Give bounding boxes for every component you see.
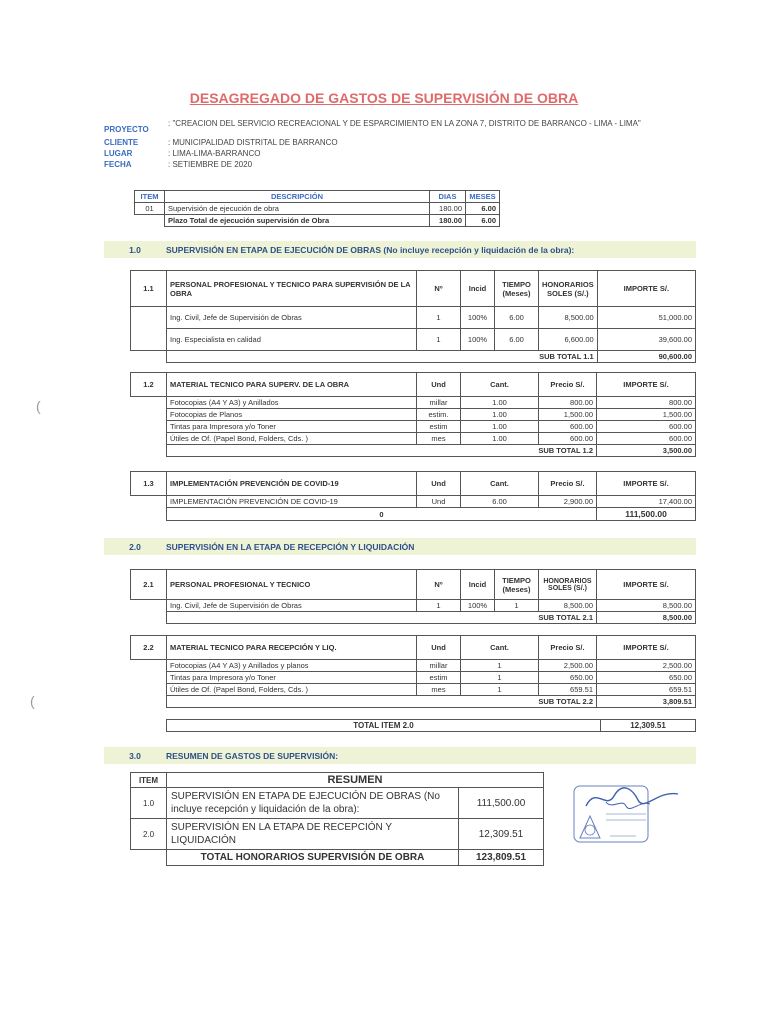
table-row bbox=[131, 672, 696, 684]
subtotal-row bbox=[131, 612, 696, 624]
col-und: Und bbox=[417, 472, 461, 496]
scan-edge-mark: ( bbox=[30, 693, 35, 709]
table-row bbox=[131, 397, 696, 409]
cell: millar bbox=[417, 660, 461, 672]
table-row bbox=[131, 307, 696, 329]
subtotal-value: 111,500.00 bbox=[597, 508, 696, 521]
col-precio: Precio S/. bbox=[539, 636, 597, 660]
cell: 1 bbox=[461, 660, 539, 672]
proyecto-value: : "CREACION DEL SERVICIO RECREACIONAL Y DE ESPARCIMIENTO EN LA ZONA 7, DISTRITO DE BARRANCO - LIMA - LIMA" bbox=[168, 119, 641, 128]
col-tiempo: TIEMPO (Meses) bbox=[495, 271, 539, 307]
table-row bbox=[131, 329, 696, 351]
scan-edge-mark: ( bbox=[36, 398, 41, 414]
table-2-2 bbox=[130, 635, 696, 708]
cell: Fotocopias de Planos bbox=[167, 409, 417, 421]
cell: 600.00 bbox=[597, 433, 696, 445]
table-1-1 bbox=[130, 270, 696, 363]
subtotal-label: SUB TOTAL 1.1 bbox=[167, 351, 598, 363]
cell: 2,500.00 bbox=[539, 660, 597, 672]
subtotal-row bbox=[131, 696, 696, 708]
cell: Ing. Civil, Jefe de Supervisión de Obras bbox=[167, 600, 417, 612]
cell: 6.00 bbox=[495, 307, 539, 329]
table-row bbox=[131, 409, 696, 421]
cell: 2,900.00 bbox=[539, 496, 597, 508]
cell: 111,500.00 bbox=[459, 788, 544, 819]
col-honorarios: HONORARIOS SOLES (S/.) bbox=[539, 570, 597, 600]
subsection-title: MATERIAL TECNICO PARA RECEPCIÓN Y LIQ. bbox=[167, 636, 417, 660]
subtotal-label: SUB TOTAL 2.2 bbox=[167, 696, 597, 708]
signature-stamp bbox=[566, 780, 688, 850]
cell: 8,500.00 bbox=[539, 600, 597, 612]
cell: 1.00 bbox=[461, 433, 539, 445]
document-title: DESAGREGADO DE GASTOS DE SUPERVISIÓN DE OBRA bbox=[189, 90, 579, 106]
subtotal-value: 3,809.51 bbox=[597, 696, 696, 708]
table-1-2 bbox=[130, 372, 696, 457]
table-row bbox=[131, 819, 544, 850]
cell: mes bbox=[417, 433, 461, 445]
cell: 100% bbox=[461, 600, 495, 612]
table-1-3 bbox=[130, 471, 696, 521]
cell: 1.0 bbox=[131, 788, 167, 819]
cell: 1 bbox=[495, 600, 539, 612]
col-und: Und bbox=[417, 373, 461, 397]
subtotal-label: SUB TOTAL 2.1 bbox=[167, 612, 597, 624]
cell: 51,000.00 bbox=[597, 307, 695, 329]
plazo-table bbox=[134, 190, 500, 227]
cell: Supervisión de ejecución de obra bbox=[165, 203, 430, 215]
cell: 6.00 bbox=[466, 203, 500, 215]
cell: 600.00 bbox=[539, 433, 597, 445]
cell: 659.51 bbox=[597, 684, 696, 696]
col-und: Und bbox=[417, 636, 461, 660]
total-honorarios-label: TOTAL HONORARIOS SUPERVISIÓN DE OBRA bbox=[167, 850, 459, 866]
subtotal-value: 3,500.00 bbox=[597, 445, 696, 457]
project-meta bbox=[104, 118, 704, 170]
col-importe: IMPORTE S/. bbox=[597, 373, 696, 397]
cell: 1 bbox=[417, 600, 461, 612]
section-title: SUPERVISIÓN EN ETAPA DE EJECUCIÓN DE OBRAS (No incluye recepción y liquidación de la obra): bbox=[166, 244, 575, 255]
table-row bbox=[135, 203, 500, 215]
col-honorarios: HONORARIOS SOLES (S/.) bbox=[539, 271, 598, 307]
col-descripcion: DESCRIPCIÓN bbox=[165, 191, 430, 203]
subtotal-row bbox=[131, 445, 696, 457]
col-no: Nº bbox=[417, 271, 461, 307]
cell: 1.00 bbox=[461, 421, 539, 433]
cell: 650.00 bbox=[539, 672, 597, 684]
lugar-value: : LIMA-LIMA-BARRANCO bbox=[168, 149, 261, 158]
table-row bbox=[131, 788, 544, 819]
table-row bbox=[131, 421, 696, 433]
cell: estim bbox=[417, 421, 461, 433]
cell: Tintas para Impresora y/o Toner bbox=[167, 672, 417, 684]
subtotal-value: 90,600.00 bbox=[597, 351, 695, 363]
cell: 6.00 bbox=[466, 215, 500, 227]
cell: 8,500.00 bbox=[539, 307, 598, 329]
cliente-value: : MUNICIPALIDAD DISTRITAL DE BARRANCO bbox=[168, 138, 338, 147]
cell: 800.00 bbox=[597, 397, 696, 409]
subsection-title: MATERIAL TECNICO PARA SUPERV. DE LA OBRA bbox=[167, 373, 417, 397]
cell: 1.00 bbox=[461, 409, 539, 421]
cell: 1.00 bbox=[461, 397, 539, 409]
col-cant: Cant. bbox=[461, 636, 539, 660]
subtotal-label: 0 bbox=[167, 508, 597, 521]
cell: Ing. Civil, Jefe de Supervisión de Obras bbox=[167, 307, 417, 329]
cell: 600.00 bbox=[597, 421, 696, 433]
table-row bbox=[131, 496, 696, 508]
table-row bbox=[131, 600, 696, 612]
cell: mes bbox=[417, 684, 461, 696]
resumen-table bbox=[130, 772, 544, 866]
table-2-1 bbox=[130, 569, 696, 624]
total-row bbox=[131, 850, 544, 866]
subsection-title: PERSONAL PROFESIONAL Y TECNICO bbox=[167, 570, 417, 600]
cell: Ing. Especialista en calidad bbox=[167, 329, 417, 351]
lugar-label: LUGAR bbox=[104, 149, 133, 158]
fecha-label: FECHA bbox=[104, 160, 132, 169]
cell: 8,500.00 bbox=[597, 600, 696, 612]
col-incid: Incid bbox=[461, 271, 495, 307]
subsection-number: 1.3 bbox=[131, 472, 167, 496]
cell: 1 bbox=[461, 684, 539, 696]
cell: Fotocopias (A4 Y A3) y Anillados y planos bbox=[167, 660, 417, 672]
col-precio: Precio S/. bbox=[539, 472, 597, 496]
col-no: Nº bbox=[417, 570, 461, 600]
total-item-2-table bbox=[166, 719, 696, 732]
col-cant: Cant. bbox=[461, 373, 539, 397]
cliente-label: CLIENTE bbox=[104, 138, 139, 147]
cell: 1,500.00 bbox=[539, 409, 597, 421]
cell: 17,400.00 bbox=[597, 496, 696, 508]
col-importe: IMPORTE S/. bbox=[597, 472, 696, 496]
cell: 1 bbox=[417, 329, 461, 351]
subtotal-value: 8,500.00 bbox=[597, 612, 696, 624]
cell: 1 bbox=[417, 307, 461, 329]
proyecto-label: PROYECTO bbox=[104, 125, 149, 134]
cell: 659.51 bbox=[539, 684, 597, 696]
table-row bbox=[131, 684, 696, 696]
col-tiempo: TIEMPO (Meses) bbox=[495, 570, 539, 600]
subsection-number: 1.2 bbox=[131, 373, 167, 397]
subtotal-label: SUB TOTAL 1.2 bbox=[167, 445, 597, 457]
col-importe: IMPORTE S/. bbox=[597, 271, 695, 307]
total-item-2-label: TOTAL ITEM 2.0 bbox=[167, 720, 601, 732]
section-band-1 bbox=[104, 241, 696, 258]
cell: estim. bbox=[417, 409, 461, 421]
col-meses: MESES bbox=[466, 191, 500, 203]
col-precio: Precio S/. bbox=[539, 373, 597, 397]
col-resumen: RESUMEN bbox=[167, 773, 544, 788]
col-item: ITEM bbox=[135, 191, 165, 203]
cell: Fotocopias (A4 Y A3) y Anillados bbox=[167, 397, 417, 409]
subtotal-row bbox=[131, 351, 696, 363]
section-band-3 bbox=[104, 747, 696, 764]
cell: 800.00 bbox=[539, 397, 597, 409]
section-title: SUPERVISIÓN EN LA ETAPA DE RECEPCIÓN Y LIQUIDACIÓN bbox=[166, 541, 415, 552]
total-item-2-value: 12,309.51 bbox=[601, 720, 696, 732]
cell: Plazo Total de ejecución supervisión de Obra bbox=[165, 215, 430, 227]
col-importe: IMPORTE S/. bbox=[597, 636, 696, 660]
cell: 2,500.00 bbox=[597, 660, 696, 672]
cell: 180.00 bbox=[430, 215, 466, 227]
subsection-title: IMPLEMENTACIÓN PREVENCIÓN DE COVID-19 bbox=[167, 472, 417, 496]
cell: 6.00 bbox=[461, 496, 539, 508]
cell: Útiles de Of. (Papel Bond, Folders, Cds. ) bbox=[167, 684, 417, 696]
cell: Und bbox=[417, 496, 461, 508]
col-incid: Incid bbox=[461, 570, 495, 600]
cell: 2.0 bbox=[131, 819, 167, 850]
cell: estim bbox=[417, 672, 461, 684]
total-honorarios-value: 123,809.51 bbox=[459, 850, 544, 866]
cell: 1,500.00 bbox=[597, 409, 696, 421]
cell: 01 bbox=[135, 203, 165, 215]
table-row bbox=[135, 215, 500, 227]
section-band-2 bbox=[104, 538, 696, 555]
cell: 600.00 bbox=[539, 421, 597, 433]
col-dias: DIAS bbox=[430, 191, 466, 203]
cell: 12,309.51 bbox=[459, 819, 544, 850]
cell: SUPERVISIÓN EN ETAPA DE EJECUCIÓN DE OBRAS (No incluye recepción y liquidación de la obra): bbox=[167, 788, 459, 819]
cell: 6.00 bbox=[495, 329, 539, 351]
section-title: RESUMEN DE GASTOS DE SUPERVISIÓN: bbox=[166, 750, 339, 761]
cell: 650.00 bbox=[597, 672, 696, 684]
cell: 100% bbox=[461, 329, 495, 351]
stamp-circle bbox=[585, 825, 595, 835]
cell: 39,600.00 bbox=[597, 329, 695, 351]
cell: Útiles de Of. (Papel Bond, Folders, Cds. ) bbox=[167, 433, 417, 445]
table-row bbox=[131, 433, 696, 445]
fecha-value: : SETIEMBRE DE 2020 bbox=[168, 160, 253, 169]
signature-stroke bbox=[586, 788, 678, 806]
subsection-number: 2.2 bbox=[131, 636, 167, 660]
col-importe: IMPORTE S/. bbox=[597, 570, 696, 600]
cell: SUPERVISIÓN EN LA ETAPA DE RECEPCIÓN Y LIQUIDACIÓN bbox=[167, 819, 459, 850]
subtotal-row bbox=[131, 508, 696, 521]
subsection-number: 1.1 bbox=[131, 271, 167, 307]
section-number: 1.0 bbox=[129, 244, 141, 255]
cell: millar bbox=[417, 397, 461, 409]
cell: 100% bbox=[461, 307, 495, 329]
subsection-number: 2.1 bbox=[131, 570, 167, 600]
table-row bbox=[131, 660, 696, 672]
cell: IMPLEMENTACIÓN PREVENCIÓN DE COVID-19 bbox=[167, 496, 417, 508]
col-item: ITEM bbox=[131, 773, 167, 788]
col-cant: Cant. bbox=[461, 472, 539, 496]
cell: Tintas para Impresora y/o Toner bbox=[167, 421, 417, 433]
subsection-title: PERSONAL PROFESIONAL Y TECNICO PARA SUPERVISIÓN DE LA OBRA bbox=[167, 271, 417, 307]
section-number: 2.0 bbox=[129, 541, 141, 552]
section-number: 3.0 bbox=[129, 750, 141, 761]
cell: 1 bbox=[461, 672, 539, 684]
cell: 6,600.00 bbox=[539, 329, 598, 351]
cell: 180.00 bbox=[430, 203, 466, 215]
